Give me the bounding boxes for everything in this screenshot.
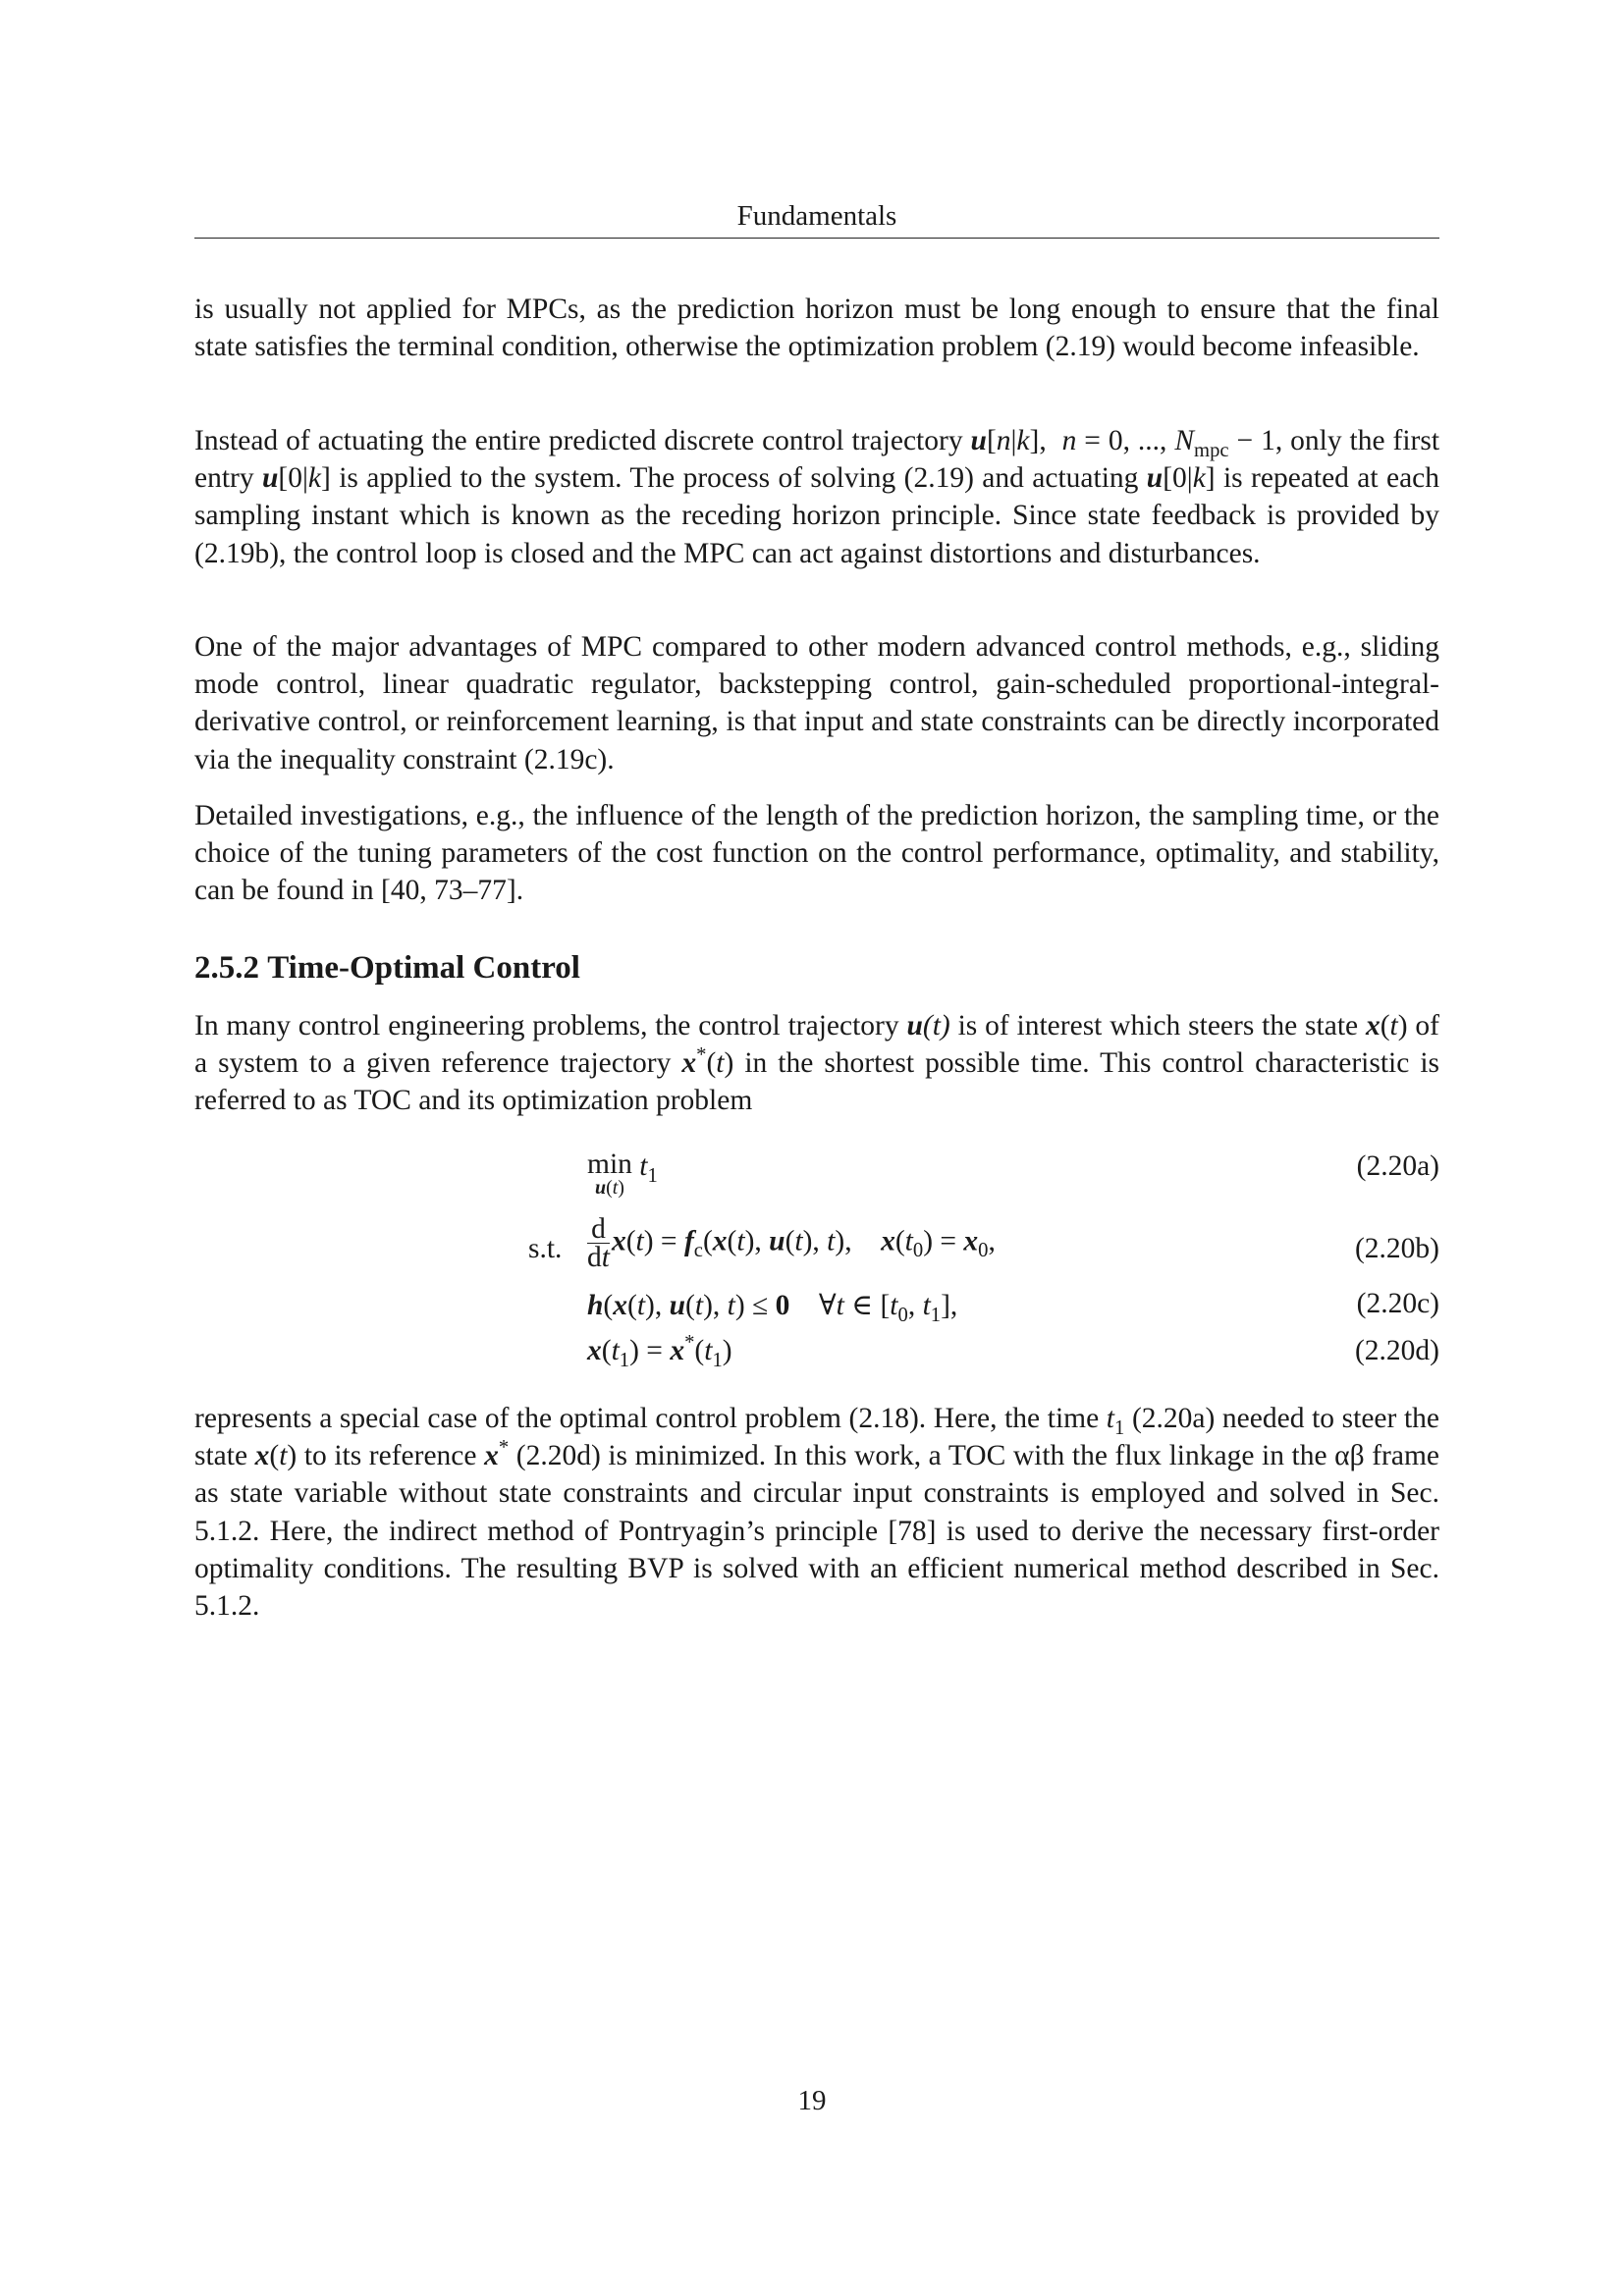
paragraph-6-text-b: (2.20a) needed to steer the state <box>194 1403 1439 1472</box>
equation-body-c: h(x(t), u(t), t) ≤ 0 ∀t ∈ [$t_0$, $t_1$], <box>587 1290 958 1326</box>
paragraph-2-text-b: , only the first entry <box>194 425 1440 495</box>
equation-2-20a <box>0 1148 1624 1199</box>
paragraph-6 <box>194 1400 1439 1625</box>
math-x-t-2: x(t) <box>254 1440 298 1472</box>
math-u-n-k: u[n|k], n = 0, ..., $N_{mpc} - 1$ <box>970 425 1275 461</box>
paragraph-3-text: One of the major advantages of MPC compared to other modern advanced control methods, e.g., sliding mode control, linear quadratic regulator, backstepping control, gain-scheduled proportional-integral-derivative control, or reinforcement learning, is that input and state constraints can be directly incorporated via the inequality constraint (2.19c). <box>194 631 1439 775</box>
derivative-fraction: $\frac{d}{dt}$ <box>587 1213 610 1273</box>
paragraph-2-text-a: Instead of actuating the entire predicted discrete control trajectory <box>194 425 971 456</box>
paragraph-2-text-d: is repeated at each sampling instant which is known as the receding horizon principle. Since state feedback is provided by (2.19b), the control loop is closed and the MPC can act against distortions and disturbances. <box>194 462 1440 569</box>
paragraph-2-text-c: is applied to the system. The process of solving (2.19) and actuating <box>330 462 1147 495</box>
min-operator: min u(t) <box>587 1148 632 1199</box>
equation-body-a: min u(t) $t_1$ <box>587 1148 658 1199</box>
paragraph-1 <box>194 291 1439 365</box>
math-u-0-k-2: u[0|k] <box>1146 462 1216 495</box>
section-number: 2.5.2 <box>194 950 259 986</box>
equation-body-d: $x(t_1) = x^*(t_1)$ <box>587 1332 732 1371</box>
math-x-t: x(t) <box>1365 1010 1408 1041</box>
paragraph-5-text-d: in the shortest possible time. This control characteristic is referred to as TOC and its optimization problem <box>194 1047 1439 1117</box>
paragraph-5-text-b: is of interest which steers the state <box>949 1010 1366 1041</box>
page-number: 19 <box>797 2085 827 2116</box>
math-t1: $t_1$ <box>1106 1403 1125 1439</box>
equation-2-20b <box>0 1213 1624 1273</box>
math-u-0-k: u[0|k] <box>262 462 331 495</box>
paragraph-5 <box>194 1007 1439 1120</box>
paragraph-1-text: is usually not applied for MPCs, as the prediction horizon must be long enough to ensure that the final state satisfies the terminal condition, otherwise the optimization problem (2.19) would become infeasible. <box>194 294 1439 363</box>
paragraph-5-text-a: In many control engineering problems, the control trajectory <box>194 1010 907 1041</box>
paragraph-5-text-c: of a system to a given reference trajectory <box>194 1010 1439 1080</box>
paragraph-2 <box>194 422 1439 572</box>
equation-number-a: (2.20a) <box>1356 1150 1439 1182</box>
equation-number-b: (2.20b) <box>1354 1233 1439 1264</box>
paragraph-4-text: Detailed investigations, e.g., the influence of the length of the prediction horizon, the sampling time, or the choice of the tuning parameters of the cost function on the control performance, optimality, and stability, can be found in [40, 73–77]. <box>194 800 1439 907</box>
paragraph-3 <box>194 628 1439 778</box>
subject-to-label: s.t. <box>528 1233 563 1264</box>
math-x-star-t: x*(t) <box>681 1044 734 1080</box>
running-header: Fundamentals <box>194 198 1439 239</box>
paragraph-6-text-c: to its reference <box>297 1440 485 1472</box>
math-u-t: u(t) <box>906 1010 950 1041</box>
equation-number-c: (2.20c) <box>1356 1288 1439 1319</box>
equation-number-d: (2.20d) <box>1354 1335 1439 1366</box>
paragraph-4 <box>194 797 1439 910</box>
section-heading <box>194 948 580 988</box>
equation-2-20c <box>0 1288 1624 1331</box>
section-title: Time-Optimal Control <box>267 950 580 986</box>
paragraph-6-text-a: represents a special case of the optimal control problem (2.18). Here, the time <box>194 1403 1107 1434</box>
equation-body-b: $\frac{d}{dt}$ $x(t) = f_c(x(t)$, u(t), t), $x(t_0) = x_0$, <box>587 1213 996 1273</box>
paragraph-6-text-d: (2.20d) is minimized. In this work, a TOC with the flux linkage in the αβ frame as state variable without state constraints and circular input constraints is employed and solved in Sec. 5.1.2. Here, the indirect method of Pontryagin’s principle [78] is used to derive the necessary first-order optimality conditions. The resulting BVP is solved with an efficient numerical method described in Sec. 5.1.2. <box>194 1440 1439 1623</box>
math-x-star: x* <box>484 1437 510 1472</box>
equation-2-20d <box>0 1332 1624 1378</box>
